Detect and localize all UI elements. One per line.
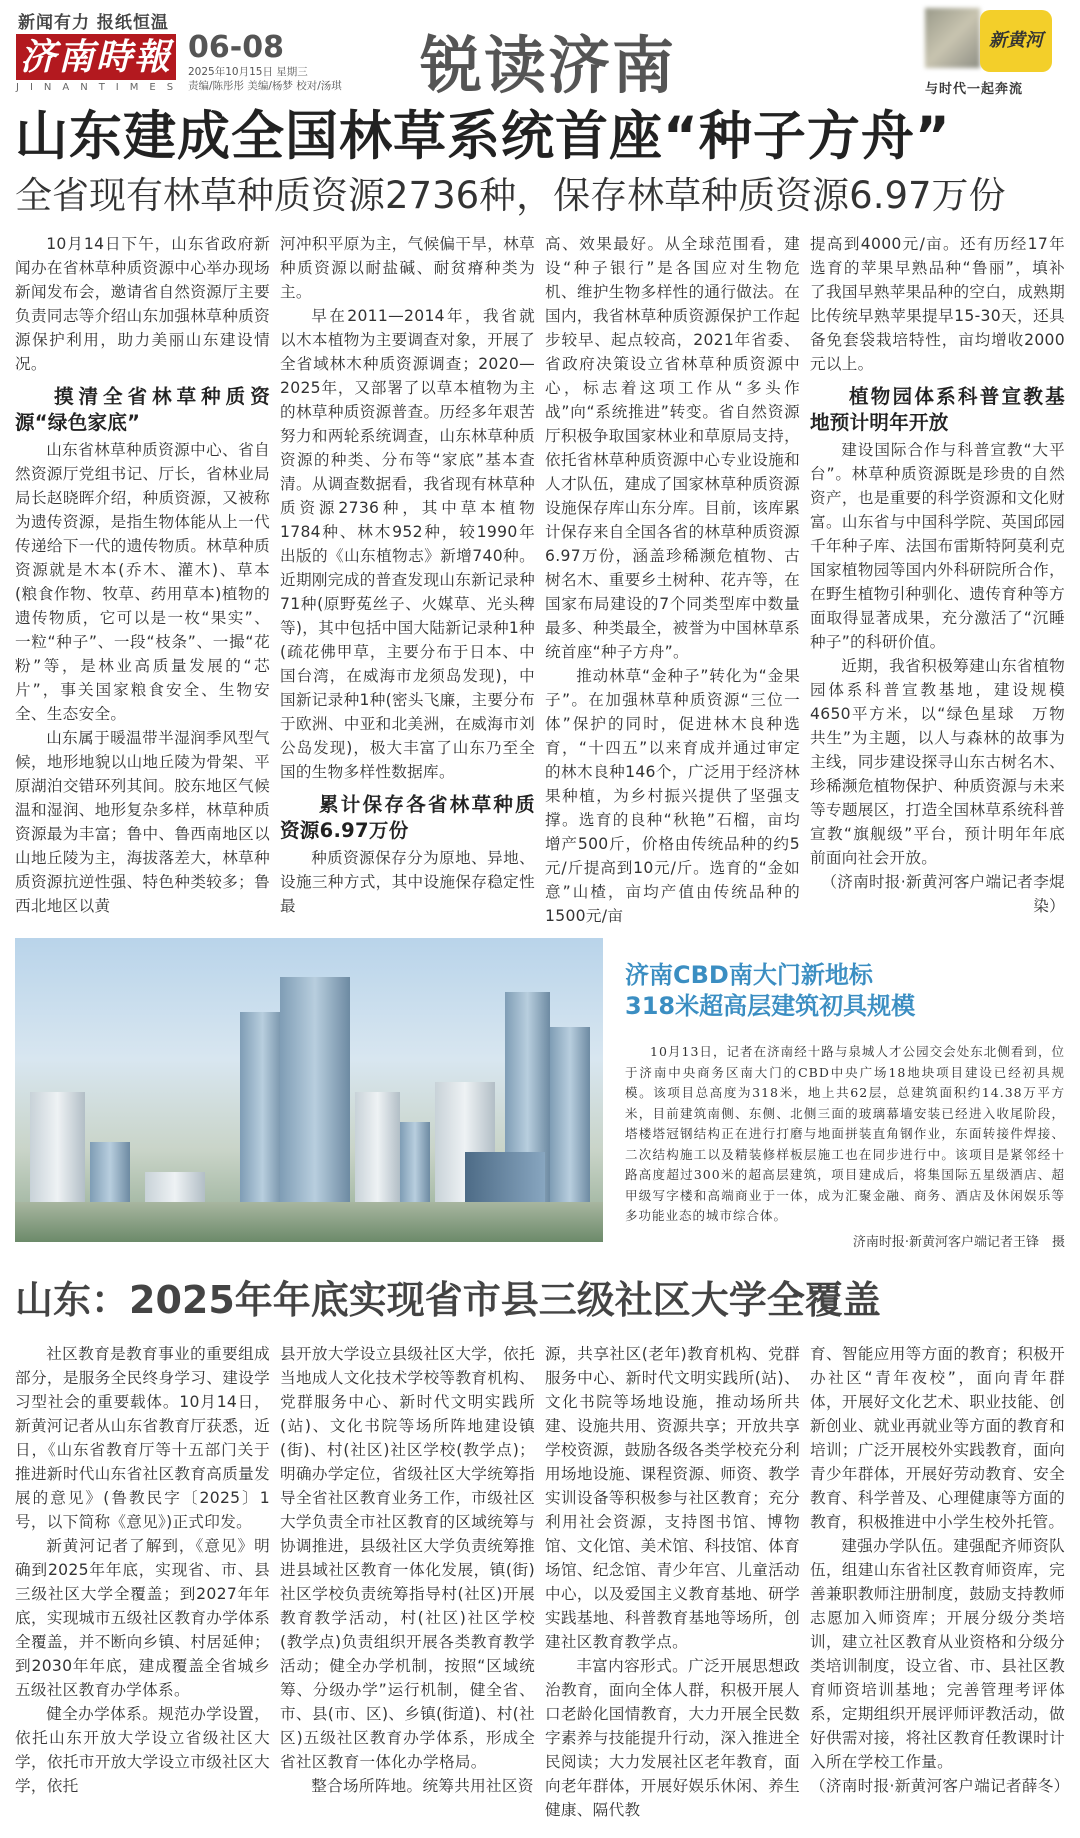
paragraph: 山东省林草种质资源中心、省自然资源厅党组书记、厅长，省林业局局长赵晓晖介绍，种质资源，又被称为遗传资源，是指生物体能从上一代传递给下一代的遗传物质。林草种质资源就是木本(乔木、灌木)、草本(粮食作物、牧草、药用草本)植物的遗传物质，它可以是一枚“果实”、一粒“种子”、一段“枝条”、一撮“花粉”等，是林业高质量发展的“芯片”，事关国家粮食安全、生物安全、生态安全。	[15, 441, 270, 723]
subsection-heading: 摸清全省林草种质资源“绿色家底”	[15, 385, 270, 434]
masthead-slogan: 新闻有力 报纸恒温	[18, 13, 169, 33]
subsection-heading: 累计保存各省林草种质资源6.97万份	[280, 793, 535, 842]
photo-story-title-line1: 济南CBD南大门新地标	[625, 961, 873, 989]
article2-body	[0, 1342, 1080, 1838]
partner-app-logo: 新黄河	[980, 10, 1052, 72]
reporter-credit: （济南时报·新黄河客户端记者李焜染）	[821, 873, 1065, 915]
article1-column	[810, 232, 1065, 918]
article2-column	[545, 1342, 800, 1822]
photo-story-text	[625, 938, 1065, 1250]
section-title: 锐读济南	[420, 29, 677, 102]
article2-column	[810, 1342, 1070, 1798]
article1-headline: 山东建成全国林草系统首座“种子方舟”	[15, 106, 951, 167]
editor-credits: 责编/陈彤彤 美编/杨梦 校对/汤琪	[188, 80, 342, 92]
reporter-credit: （济南时报·新黄河客户端记者薛冬）	[810, 1776, 1070, 1795]
article2-column	[15, 1342, 270, 1798]
newspaper-logo-english: JINANTIMES	[16, 82, 185, 93]
paragraph: 健全办学体系。规范办学设置，依托山东开放大学设立省级社区大学，依托市开放大学设立市级社区大学，依托	[15, 1704, 270, 1795]
masthead	[0, 0, 1080, 100]
article1-column	[15, 232, 270, 918]
article1-column	[280, 232, 535, 918]
partner-slogan: 与时代一起奔流	[925, 82, 1024, 97]
article2-headline: 山东：2025年年底实现省市县三级社区大学全覆盖	[15, 1277, 881, 1322]
paragraph: 源，共享社区(老年)教育机构、党群服务中心、新时代文明实践所(站)、文化书院等场地设施，推动场所共建、设施共用、资源共享；开放共享学校资源，鼓励各级各类学校充分利用场地设施、课程资源、师资、教学实训设备等积极参与社区教育；充分利用社会资源，支持图书馆、博物馆、文化馆、美术馆、科技馆、体育场馆、纪念馆、青少年宫、儿童活动中心，以及爱国主义教育基地、研学实践基地、科普教育基地等场所，创建社区教育教学点。	[545, 1344, 800, 1651]
newspaper-logo: 济南時報	[16, 34, 176, 80]
article1-subheadline: 全省现有林草种质资源2736种，保存林草种质资源6.97万份	[15, 174, 1006, 217]
paragraph: 提高到4000元/亩。还有历经17年选育的苹果早熟品种“鲁丽”，填补了我国早熟苹果品种的空白，成熟期比传统早熟苹果提早15-30天，还具备免套袋栽培特性，亩均增收2000元以上。	[810, 235, 1065, 373]
article1-body	[0, 232, 1080, 928]
subsection-heading: 植物园体系科普宣教基地预计明年开放	[810, 385, 1065, 434]
photo-credit: 济南时报·新黄河客户端记者王锋 摄	[852, 1234, 1065, 1250]
page-number: 06-08	[188, 30, 284, 65]
paragraph: 高、效果最好。从全球范围看，建设“种子银行”是各国应对生物危机、维护生物多样性的通行做法。在国内，我省林草种质资源保护工作起步较早、起点较高，2021年省委、省政府决策设立省林草种质资源中心，标志着这项工作从“多头作战”向“系统推进”转变。省自然资源厅积极争取国家林业和草原局支持，依托省林草种质资源中心专业设施和人才队伍，建成了国家林草种质资源设施保存库山东分库。目前，该库累计保存来自全国各省的林草种质资源6.97万份，涵盖珍稀濒危植物、古树名木、重要乡土树种、花卉等，在国家布局建设的7个同类型库中数量最多、种类最全，被誉为中国林草系统首座“种子方舟”。	[545, 235, 800, 661]
paragraph: 新黄河记者了解到，《意见》明确到2025年年底，实现省、市、县三级社区大学全覆盖；到2027年年底，实现城市五级社区教育办学体系全覆盖，并不断向乡镇、村居延伸；到2030年年底，建成覆盖全省城乡五级社区教育办学体系。	[15, 1536, 270, 1699]
paragraph: 建强办学队伍。建强配齐师资队伍，组建山东省社区教育师资库，完善兼职教师注册制度，鼓励支持教师志愿加入师资库；开展分级分类培训，建立社区教育从业资格和分级分类培训制度，设立省、市、县社区教育师资培训基地；完善管理考评体系，定期组织开展评师评教活动，做好供需对接，将社区教育任教课时计入所在学校工作量。	[810, 1536, 1065, 1771]
paragraph: 育、智能应用等方面的教育；积极开办社区“青年夜校”，面向青年群体，开展好文化艺术、职业技能、创新创业、就业再就业等方面的教育和培训；广泛开展校外实践教育，面向青少年群体，开展好劳动教育、安全教育、科学普及、心理健康等方面的教育，积极推进中小学生校外托管。	[810, 1344, 1065, 1531]
paragraph: 丰富内容形式。广泛开展思想政治教育，面向全体人群，积极开展人口老龄化国情教育，大力开展全民数字素养与技能提升行动，深入推进全民阅读；大力发展社区老年教育，面向老年群体，开展好娱乐休闲、养生健康、隔代教	[545, 1656, 800, 1819]
cbd-skyline-photo	[15, 938, 603, 1242]
article2-column	[280, 1342, 535, 1798]
article1-column	[545, 232, 800, 928]
paragraph: 县开放大学设立县级社区大学，依托当地成人文化技术学校等教育机构、党群服务中心、新时代文明实践所(站)、文化书院等场所阵地建设镇(街)、村(社区)社区学校(教学点)；明确办学定位，省级社区大学统筹指导全省社区教育业务工作，市级社区大学负责全市社区教育的区域统筹与协调推进，县级社区大学负责统筹推进县域社区教育一体化发展，镇(街)社区学校负责统筹指导村(社区)开展教育教学活动，村(社区)社区学校(教学点)负责组织开展各类教育教学活动；健全办学机制，按照“区域统筹、分级办学”运行机制，健全省、市、县(市、区)、乡镇(街道)、村(社区)五级社区教育办学体系，形成全省社区教育一体化办学格局。	[280, 1344, 535, 1771]
photo-story-body: 10月13日，记者在济南经十路与泉城人才公园交会处东北侧看到，位于济南中央商务区南大门的CBD中央广场18地块项目建设已经初具规模。该项目总高度为318米，地上共62层，总建筑面积约14.38万平方米，目前建筑南侧、东侧、北侧三面的玻璃幕墙安装已经进入收尾阶段，塔楼塔冠钢结构正在进行打磨与地面拼装直角钢作业，东面转接件焊接、二次结构施工以及精装修样板层施工也在同步进行中。该项目是紧邻经十路高度超过300米的超高层建筑，项目建成后，将集国际五星级酒店、超甲级写字楼和高端商业于一体，成为汇聚金融、商务、酒店及休闲娱乐等多功能业态的城市综合体。	[625, 1044, 1065, 1223]
publication-date: 2025年10月15日 星期三	[188, 66, 308, 78]
paragraph: 种质资源保存分为原地、异地、设施三种方式，其中设施保存稳定性最	[280, 849, 535, 915]
paragraph: 建设国际合作与科普宣教“大平台”。林草种质资源既是珍贵的自然资产，也是重要的科学资源和文化财富。山东省与中国科学院、英国邱园千年种子库、法国布雷斯特阿莫利克国家植物园等国内外科研院所合作，在野生植物引种驯化、遗传育种等方面取得显著成果，充分激活了“沉睡种子”的科研价值。	[810, 441, 1065, 651]
paragraph: 早在2011—2014年，我省就以木本植物为主要调查对象，开展了全省域林木种质资源调查；2020—2025年，又部署了以草本植物为主的林草种质资源普查。历经多年艰苦努力和两轮系统调查，山东林草种质资源的种类、分布等“家底”基本查清。从调查数据看，我省现有林草种质资源2736种，其中草本植物1784种、林木952种，较1990年出版的《山东植物志》新增740种。近期刚完成的普查发现山东新记录种71种(原野菟丝子、火媒草、光头稗等)，其中包括中国大陆新记录种1种(疏花佛甲草，主要分布于日本、中国台湾，在威海市龙须岛发现)，中国新记录种1种(密头飞廉，主要分布于欧洲、中亚和北美洲，在威海市刘公岛发现)，极大丰富了山东乃至全国的生物多样性数据库。	[280, 307, 536, 781]
qr-code-image	[925, 8, 980, 68]
paragraph: 近期，我省积极筹建山东省植物园体系科普宣教基地，建设规模4650平方米，以“绿色星球 万物共生”为主题，以人与森林的故事为主线，同步建设探寻山东古树名木、珍稀濒危植物保护、种质资源与未来等专题展区，打造全国林草系统科普宣教“旗舰级”平台，预计明年年底前面向社会开放。	[810, 657, 1065, 867]
photo-story-title	[625, 960, 1065, 1022]
paragraph: 河冲积平原为主，气候偏干旱，林草种质资源以耐盐碱、耐贫瘠种类为主。	[280, 235, 535, 301]
paragraph: 推动林草“金种子”转化为“金果子”。在加强林草种质资源“三位一体”保护的同时，促进林木良种选育，“十四五”以来育成并通过审定的林木良种146个，广泛用于经济林果种植，为乡村振兴提供了坚强支撑。选育的良种“秋艳”石榴，亩均增产500斤，价格由传统品种的约5元/斤提高到10元/斤。选育的“金如意”山楂，亩均产值由传统品种的1500元/亩	[545, 667, 800, 925]
paragraph: 整合场所阵地。统筹共用社区资	[311, 1776, 534, 1795]
paragraph: 社区教育是教育事业的重要组成部分，是服务全民终身学习、建设学习型社会的重要载体。10月14日，新黄河记者从山东省教育厅获悉，近日，《山东省教育厅等十五部门关于推进新时代山东省社区教育高质量发展的意见》(鲁教民字〔2025〕1号，以下简称《意见》)正式印发。	[15, 1344, 270, 1531]
paragraph: 10月14日下午，山东省政府新闻办在省林草种质资源中心举办现场新闻发布会，邀请省自然资源厅主要负责同志等介绍山东加强林草种质资源保护利用，助力美丽山东建设情况。	[15, 235, 270, 373]
photo-story	[0, 938, 1080, 1250]
paragraph: 山东属于暖温带半湿润季风型气候，地形地貌以山地丘陵为骨架、平原湖泊交错环列其间。胶东地区气候温和湿润、地形复杂多样，林草种质资源最为丰富；鲁中、鲁西南地区以山地丘陵为主，海拔落差大，林草种质资源抗逆性强、特色种类较多；鲁西北地区以黄	[15, 729, 270, 915]
photo-story-title-line2: 318米超高层建筑初具规模	[625, 992, 916, 1020]
